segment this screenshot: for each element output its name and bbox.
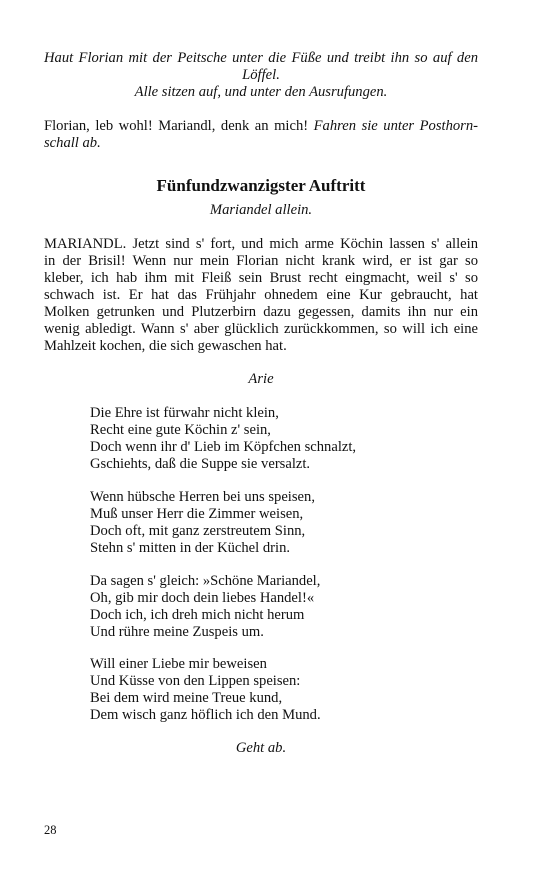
monologue-line: wenig abledigt. Wann s' aber glücklich zurückkommen, so will ich eine	[44, 321, 478, 337]
verse-line: Gschiehts, daß die Suppe sie versalzt.	[90, 456, 311, 472]
stage-direction-line-1: Haut Florian mit der Peitsche unter die Füße und treibt ihn so auf den	[44, 50, 478, 66]
verse-line: Oh, gib mir doch dein liebes Handel!«	[90, 590, 315, 606]
stanza-1	[90, 405, 490, 473]
farewell-speech: Florian, leb wohl! Mariandl, denk an mich!	[44, 118, 314, 134]
stage-direction-line-3: Alle sitzen auf, und unter den Ausrufungen.	[134, 84, 388, 100]
verse-line: Stehn s' mitten in der Küchel drin.	[90, 540, 291, 556]
aria-heading: Arie	[248, 371, 274, 387]
stanza-3	[90, 573, 490, 641]
verse-line: Muß unser Herr die Zimmer weisen,	[90, 506, 304, 522]
verse-line: Und rühre meine Zuspeis um.	[90, 624, 264, 640]
scene-title: Fünfundzwanzigster Auftritt	[156, 176, 366, 195]
verse-line: Wenn hübsche Herren bei uns speisen,	[90, 489, 315, 505]
monologue-line: Molken getrunken und Plutzerbirn dazu gegessen, damits ihn nur ein	[44, 304, 478, 320]
monologue-line: Mahlzeit kochen, die sich gewaschen hat.	[44, 338, 287, 354]
monologue-line: schwach ist. Er hat das Frühjahr ohnedem eine Kur gebraucht, hat	[44, 287, 478, 303]
farewell-stage-direction: Fahren sie unter Posthorn-	[313, 118, 479, 134]
stanza-2	[90, 489, 490, 557]
farewell-line-2: schall ab.	[44, 135, 101, 151]
verse-line: Doch oft, mit ganz zerstreutem Sinn,	[90, 523, 306, 539]
verse-line: Bei dem wird meine Treue kund,	[90, 690, 283, 706]
monologue-paragraph	[44, 236, 478, 355]
stanza-4	[90, 656, 490, 724]
page-number: 28	[44, 823, 57, 837]
monologue-line: MARIANDL. Jetzt sind s' fort, und mich arme Köchin lassen s' allein	[44, 236, 478, 252]
verse-line: Da sagen s' gleich: »Schöne Mariandel,	[90, 573, 321, 589]
verse-line: Doch wenn ihr d' Lieb im Köpfchen schnalzt,	[90, 439, 357, 455]
verse-line: Will einer Liebe mir beweisen	[90, 656, 267, 672]
verse-line: Doch ich, ich dreh mich nicht herum	[90, 607, 305, 623]
scene-subtitle: Mariandel allein.	[209, 202, 313, 218]
verse-line: Die Ehre ist fürwahr nicht klein,	[90, 405, 279, 421]
exit-stage-direction: Geht ab.	[235, 740, 287, 756]
stage-direction-line-2: Löffel.	[242, 67, 280, 83]
farewell-line-1	[44, 118, 478, 135]
verse-line: Dem wisch ganz höflich ich den Mund.	[90, 707, 321, 723]
verse-line: Recht eine gute Köchin z' sein,	[90, 422, 271, 438]
monologue-line: in der Brisil! Wenn nur mein Florian nicht krank wird, er ist gar so	[44, 253, 478, 269]
verse-line: Und Küsse von den Lippen speisen:	[90, 673, 301, 689]
monologue-line: kleber, ich hab ihm mit Fleiß sein Brust recht eingmacht, weil s' so	[44, 270, 478, 286]
